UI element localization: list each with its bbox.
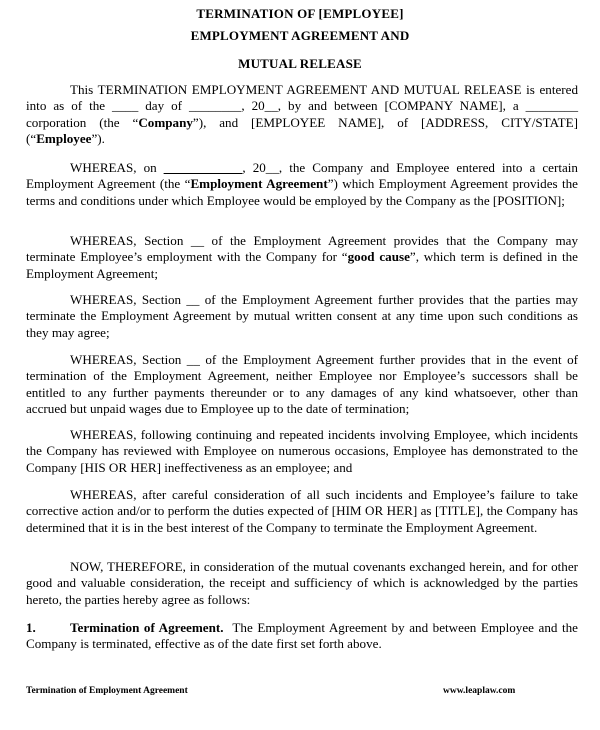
intro-text-a: This TERMINATION EMPLOYMENT AGREEMENT AND MUTUAL RELEASE is entered into as of the ____ day of ________, 20__, by and between [COMPANY NAME], a ________ corporation (the “ [26, 82, 578, 130]
good-cause-defined-term: good cause [347, 249, 410, 265]
company-defined-term: Company [138, 114, 193, 130]
whereas-paragraph-6: WHEREAS, after careful consideration of all such incidents and Employee’s failure to take corrective action and/or to perform the duties expected of [HIM OR HER] as [TITLE], the Company has determined that it is in the best interest of the Company to terminate the Employment Agreement. [26, 487, 578, 535]
footer-website: www.leaplaw.com [443, 686, 516, 696]
whereas-paragraph-1 [26, 160, 578, 209]
section-1-paragraph [26, 620, 582, 653]
whereas-paragraph-3: WHEREAS, Section __ of the Employment Agreement further provides that the parties may terminate the Employment Agreement by mutual written consent at any time upon such conditions as they may agree; [26, 292, 578, 340]
whereas-1-text-b: , 20__, the Company and Employee entered into a certain Employment Agreement (the “ [26, 160, 578, 192]
document-title-line-3: MUTUAL RELEASE [238, 56, 362, 71]
intro-text-e: ”). [91, 130, 105, 146]
whereas-paragraph-2 [26, 233, 578, 282]
whereas-1-text-c: ”) which Employment Agreement provides the terms and conditions under which Employee would be employed by the Company as the [POSITION]; [26, 176, 578, 208]
intro-paragraph [26, 82, 578, 147]
document-title-line-2: EMPLOYMENT AGREEMENT AND [190, 28, 410, 43]
date-blank: ____________ [163, 160, 243, 175]
whereas-1-text-a: WHEREAS, on [70, 160, 164, 175]
footer-document-name: Termination of Employment Agreement [26, 686, 188, 696]
whereas-paragraph-5: WHEREAS, following continuing and repeated incidents involving Employee, which incidents the Company has reviewed with Employee on numerous occasions, Employee has demonstrated to the Company [HIS OR HER] ineffectiveness as an employee; and [26, 427, 578, 475]
whereas-2-text-b: ”, which term is defined in the Employment Agreement; [26, 249, 578, 281]
whereas-2-text-a: WHEREAS, Section __ of the Employment Agreement provides that the Company may terminate Employee’s employment with the Company for “ [26, 233, 578, 265]
employee-defined-term: Employee [36, 130, 92, 146]
now-therefore-paragraph: NOW, THEREFORE, in consideration of the mutual covenants exchanged herein, and for other good and valuable consideration, the receipt and sufficiency of which is acknowledged by the parties hereto, the parties hereby agree as follows: [26, 559, 578, 607]
section-1-text: The Employment Agreement by and between Employee and the Company is terminated, effective as of the date first set forth above. [26, 620, 582, 652]
whereas-paragraph-4: WHEREAS, Section __ of the Employment Agreement further provides that in the event of termination of the Employment Agreement, neither Employee nor Employee’s successors shall be entitled to any further payments thereunder or to any damages of any kind whatsoever, other than accrued but unpaid wages due to Employee up to the date of termination; [26, 352, 578, 416]
section-heading: Termination of Agreement. [70, 620, 224, 635]
intro-text-c: ”), and [EMPLOYEE NAME], of [ADDRESS, CITY/STATE] (“ [26, 114, 578, 146]
document-title-line-1: TERMINATION OF [EMPLOYEE] [196, 6, 404, 21]
section-number: 1. [26, 620, 36, 635]
employment-agreement-defined-term: Employment Agreement [190, 176, 328, 192]
